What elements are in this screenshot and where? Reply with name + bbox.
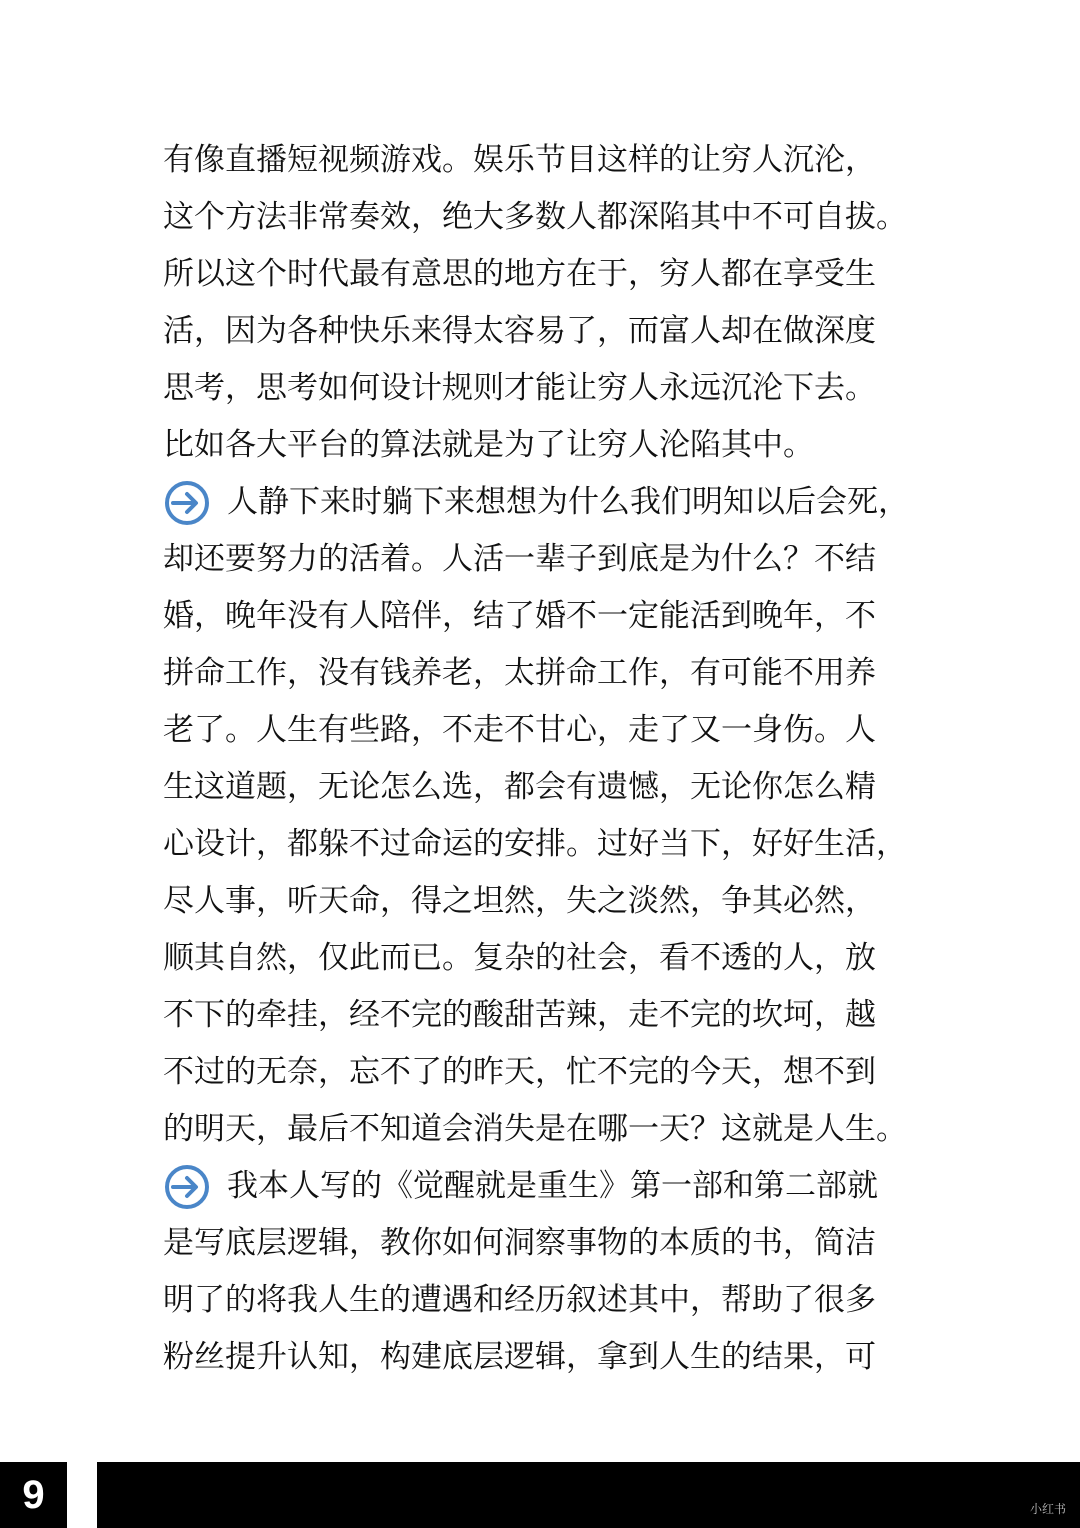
watermark: 小红书 — [1029, 1502, 1066, 1516]
text-line — [163, 1101, 923, 1158]
text-line-content: 明了的将我人生的遭遇和经历叙述其中，帮助了很多 — [163, 1282, 876, 1318]
text-line — [163, 189, 923, 246]
text-line — [163, 246, 923, 303]
text-line-content: 粉丝提升认知，构建底层逻辑，拿到人生的结果，可 — [163, 1339, 876, 1375]
text-line — [163, 1044, 923, 1101]
text-line-content: 却还要努力的活着。人活一辈子到底是为什么？不结 — [163, 541, 876, 577]
text-line — [163, 816, 923, 873]
paragraph-start-line — [163, 1158, 923, 1215]
text-line — [163, 132, 923, 189]
text-line — [163, 1272, 923, 1329]
text-line — [163, 1215, 923, 1272]
arrow-right-circle-icon — [163, 1163, 211, 1211]
text-line-content: 生这道题，无论怎么选，都会有遗憾，无论你怎么精 — [163, 769, 876, 805]
text-line-content: 有像直播短视频游戏。娱乐节目这样的让穷人沉沦， — [163, 142, 876, 178]
text-line-content: 是写底层逻辑，教你如何洞察事物的本质的书，简洁 — [163, 1225, 876, 1261]
text-line — [163, 702, 923, 759]
document-body — [163, 132, 923, 1386]
page-number: 9 — [22, 1472, 45, 1517]
text-line-content: 所以这个时代最有意思的地方在于，穷人都在享受生 — [163, 256, 876, 292]
text-line-content: 心设计，都躲不过命运的安排。过好当下，好好生活， — [163, 826, 907, 862]
text-line — [163, 588, 923, 645]
text-line — [163, 930, 923, 987]
text-line-content: 的明天，最后不知道会消失是在哪一天？这就是人生。 — [163, 1111, 907, 1147]
text-line-content: 思考，思考如何设计规则才能让穷人永远沉沦下去。 — [163, 370, 876, 406]
text-line — [163, 759, 923, 816]
text-line-content: 人静下来时躺下来想想为什么我们明知以后会死， — [227, 484, 909, 520]
text-line — [163, 1329, 923, 1386]
text-line-content: 不下的牵挂，经不完的酸甜苦辣，走不完的坎坷，越 — [163, 997, 876, 1033]
text-line-content: 不过的无奈，忘不了的昨天，忙不完的今天，想不到 — [163, 1054, 876, 1090]
text-line-content: 活，因为各种快乐来得太容易了，而富人却在做深度 — [163, 313, 876, 349]
text-line — [163, 987, 923, 1044]
text-line — [163, 645, 923, 702]
footer-bar — [97, 1462, 1080, 1528]
text-line — [163, 873, 923, 930]
text-line-content: 我本人写的《觉醒就是重生》第一部和第二部就 — [227, 1168, 878, 1204]
text-line-content: 尽人事，听天命，得之坦然，失之淡然，争其必然， — [163, 883, 876, 919]
text-line — [163, 417, 923, 474]
text-line-content: 拼命工作，没有钱养老，太拼命工作，有可能不用养 — [163, 655, 876, 691]
page-number-box — [0, 1462, 67, 1528]
text-line-content: 老了。人生有些路，不走不甘心，走了又一身伤。人 — [163, 712, 876, 748]
paragraph-start-line — [163, 474, 923, 531]
text-line-content: 婚，晚年没有人陪伴，结了婚不一定能活到晚年，不 — [163, 598, 876, 634]
text-line — [163, 531, 923, 588]
text-line — [163, 303, 923, 360]
text-line-content: 顺其自然，仅此而已。复杂的社会，看不透的人，放 — [163, 940, 876, 976]
text-line-content: 比如各大平台的算法就是为了让穷人沦陷其中。 — [163, 427, 814, 463]
arrow-right-circle-icon — [163, 479, 211, 527]
text-line — [163, 360, 923, 417]
text-line-content: 这个方法非常奏效，绝大多数人都深陷其中不可自拔。 — [163, 199, 907, 235]
